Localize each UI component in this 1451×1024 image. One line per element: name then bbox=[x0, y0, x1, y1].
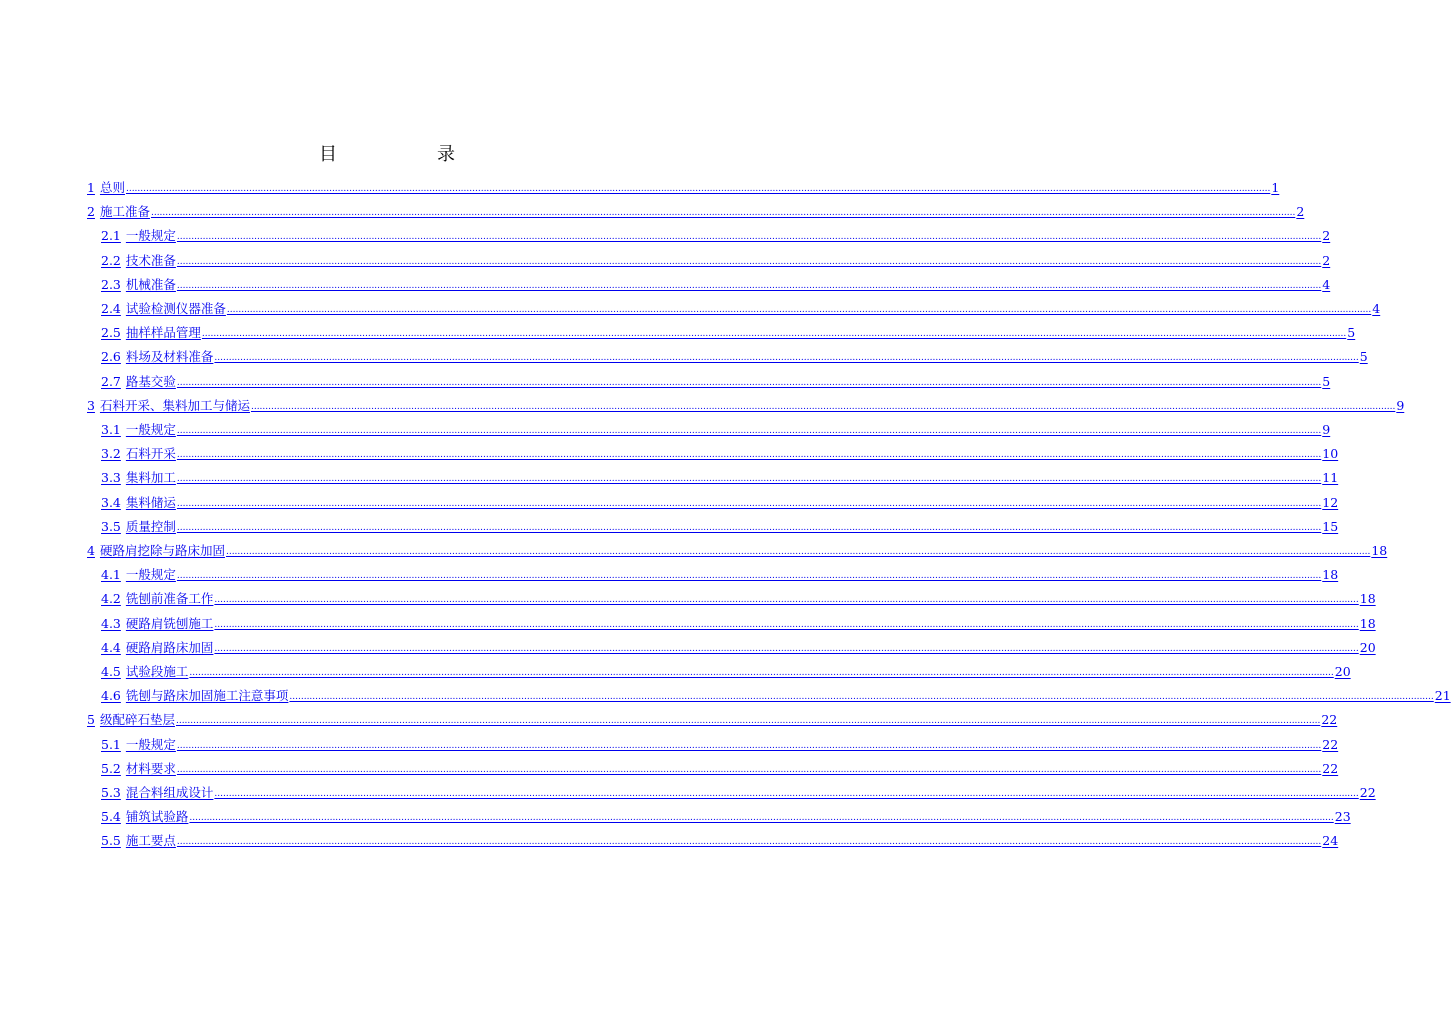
toc-entry-number: 4.3 bbox=[101, 615, 121, 631]
toc-entry-page-number: 9 bbox=[1396, 397, 1405, 413]
toc-entry-page-number: 22 bbox=[1322, 760, 1339, 776]
toc-entry-2-6[interactable] bbox=[101, 347, 1368, 367]
toc-entry-label: 抽样样品管理 bbox=[125, 325, 201, 341]
toc-entry-page-number: 18 bbox=[1322, 567, 1339, 583]
toc-entry-label: 铣刨与路床加固施工注意事项 bbox=[125, 688, 289, 704]
toc-entry-number: 5.5 bbox=[101, 833, 121, 849]
toc-entry-3-1[interactable] bbox=[101, 420, 1331, 440]
toc-entry-page-number: 20 bbox=[1359, 639, 1376, 655]
toc-entry-number: 3.4 bbox=[101, 494, 121, 510]
toc-entry-number: 4.2 bbox=[101, 591, 121, 607]
toc-entry-page-number: 2 bbox=[1322, 252, 1331, 268]
toc-dot-leader: ................................................................................................................................................................................................................................................................................................................................................................................................................ bbox=[226, 305, 1372, 315]
toc-dot-leader: ................................................................................................................................................................................................................................................................................................................................................................................................................ bbox=[175, 716, 1321, 727]
toc-entry-page-number: 18 bbox=[1359, 591, 1376, 607]
toc-entry-label: 一般规定 bbox=[125, 228, 176, 244]
toc-dot-leader: ................................................................................................................................................................................................................................................................................................................................................................................................................ bbox=[225, 547, 1371, 557]
toc-entry-1[interactable] bbox=[87, 178, 1280, 198]
toc-entry-4-6[interactable] bbox=[101, 686, 1451, 706]
toc-entry-4-2[interactable] bbox=[101, 589, 1376, 609]
toc-entry-5-4[interactable] bbox=[101, 807, 1351, 827]
toc-entry-page-number: 20 bbox=[1334, 664, 1351, 679]
toc-entry-page-number: 11 bbox=[1322, 470, 1339, 486]
toc-dot-leader: ................................................................................................................................................................................................................................................................................................................................................................................................................ bbox=[176, 740, 1322, 751]
toc-entry-5-2[interactable] bbox=[101, 759, 1339, 779]
toc-dot-leader: ................................................................................................................................................................................................................................................................................................................................................................................................................ bbox=[176, 474, 1322, 485]
toc-entry-label: 集料储运 bbox=[125, 494, 176, 510]
toc-entry-label: 一般规定 bbox=[125, 567, 176, 583]
toc-entry-page-number: 1 bbox=[1271, 180, 1280, 195]
toc-entry-label: 硬路肩铣刨施工 bbox=[125, 615, 214, 631]
toc-entry-page-number: 5 bbox=[1347, 325, 1356, 341]
toc-dot-leader: ................................................................................................................................................................................................................................................................................................................................................................................................................ bbox=[150, 208, 1296, 219]
title-part-2: 录 bbox=[437, 144, 455, 165]
toc-entry-label: 路基交验 bbox=[125, 373, 176, 389]
toc-entry-page-number: 22 bbox=[1322, 736, 1339, 752]
toc-entry-page-number: 21 bbox=[1434, 688, 1451, 704]
toc-entry-number: 4 bbox=[87, 543, 95, 558]
toc-entry-number: 3.2 bbox=[101, 446, 121, 462]
toc-entry-page-number: 10 bbox=[1322, 446, 1339, 462]
toc-dot-leader: ................................................................................................................................................................................................................................................................................................................................................................................................................ bbox=[176, 232, 1322, 243]
toc-entry-2-1[interactable] bbox=[101, 226, 1331, 246]
toc-dot-leader: ................................................................................................................................................................................................................................................................................................................................................................................................................ bbox=[176, 426, 1322, 436]
toc-entry-number: 2.5 bbox=[101, 325, 121, 341]
toc-entry-label: 混合料组成设计 bbox=[125, 785, 214, 800]
toc-entry-3-2[interactable] bbox=[101, 444, 1339, 464]
toc-entry-number: 5.1 bbox=[101, 736, 121, 752]
toc-entry-number: 5 bbox=[87, 712, 95, 728]
toc-entry-page-number: 4 bbox=[1372, 301, 1381, 316]
toc-entry-number: 2.7 bbox=[101, 373, 121, 389]
toc-entry-page-number: 9 bbox=[1322, 422, 1331, 437]
toc-dot-leader: ................................................................................................................................................................................................................................................................................................................................................................................................................ bbox=[214, 353, 1359, 364]
toc-entry-2-5[interactable] bbox=[101, 323, 1356, 343]
toc-entry-page-number: 5 bbox=[1359, 349, 1368, 365]
toc-entry-4-5[interactable] bbox=[101, 662, 1351, 682]
toc-entry-label: 材料要求 bbox=[125, 760, 176, 776]
toc-entry-2-4[interactable] bbox=[101, 299, 1381, 319]
toc-entry-label: 石料开采、集料加工与储运 bbox=[99, 397, 250, 413]
toc-entry-number: 4.5 bbox=[101, 664, 121, 679]
toc-entry-2-7[interactable] bbox=[101, 372, 1331, 392]
toc-entry-page-number: 23 bbox=[1334, 809, 1351, 825]
toc-entry-5-1[interactable] bbox=[101, 735, 1339, 755]
toc-entry-page-number: 18 bbox=[1359, 615, 1376, 631]
toc-entry-page-number: 15 bbox=[1322, 518, 1339, 534]
toc-entry-number: 5.2 bbox=[101, 760, 121, 776]
toc-entry-number: 2.6 bbox=[101, 349, 121, 365]
toc-entry-number: 2.2 bbox=[101, 252, 121, 268]
toc-dot-leader: ................................................................................................................................................................................................................................................................................................................................................................................................................ bbox=[214, 643, 1359, 654]
title-part-1: 目 bbox=[319, 144, 337, 165]
toc-entry-page-number: 22 bbox=[1359, 785, 1376, 800]
toc-entry-number: 4.1 bbox=[101, 567, 121, 583]
toc-entry-2-3[interactable] bbox=[101, 275, 1331, 295]
toc-entry-label: 试验检测仪器准备 bbox=[125, 301, 226, 316]
toc-entry-number: 1 bbox=[87, 180, 95, 195]
toc-entry-number: 2 bbox=[87, 204, 95, 220]
toc-entry-label: 料场及材料准备 bbox=[125, 349, 214, 365]
toc-dot-leader: ................................................................................................................................................................................................................................................................................................................................................................................................................ bbox=[176, 571, 1322, 582]
toc-entry-number: 4.4 bbox=[101, 639, 121, 655]
toc-entry-5-3[interactable] bbox=[101, 783, 1376, 803]
toc-dot-leader: ................................................................................................................................................................................................................................................................................................................................................................................................................ bbox=[201, 329, 1347, 340]
toc-entry-number: 5.4 bbox=[101, 809, 121, 825]
toc-entry-2-2[interactable] bbox=[101, 251, 1331, 271]
toc-entry-label: 质量控制 bbox=[125, 518, 176, 534]
toc-dot-leader: ................................................................................................................................................................................................................................................................................................................................................................................................................ bbox=[176, 764, 1322, 775]
toc-entry-label: 技术准备 bbox=[125, 252, 176, 268]
toc-dot-leader: ................................................................................................................................................................................................................................................................................................................................................................................................................ bbox=[176, 837, 1322, 848]
toc-entry-3-4[interactable] bbox=[101, 493, 1339, 513]
toc-dot-leader: ................................................................................................................................................................................................................................................................................................................................................................................................................ bbox=[189, 668, 1334, 678]
toc-entry-page-number: 5 bbox=[1322, 373, 1331, 389]
toc-entry-label: 级配碎石垫层 bbox=[99, 712, 175, 728]
toc-dot-leader: ................................................................................................................................................................................................................................................................................................................................................................................................................ bbox=[176, 450, 1322, 461]
toc-dot-leader: ................................................................................................................................................................................................................................................................................................................................................................................................................ bbox=[250, 401, 1396, 412]
toc-dot-leader: ................................................................................................................................................................................................................................................................................................................................................................................................................ bbox=[214, 595, 1359, 606]
toc-entry-number: 3.5 bbox=[101, 518, 121, 534]
toc-entry-3[interactable] bbox=[87, 396, 1405, 416]
page-title bbox=[0, 140, 724, 168]
toc-entry-label: 集料加工 bbox=[125, 470, 176, 486]
toc-dot-leader: ................................................................................................................................................................................................................................................................................................................................................................................................................ bbox=[125, 184, 1271, 194]
toc-entry-5[interactable] bbox=[87, 710, 1338, 730]
toc-entry-4-4[interactable] bbox=[101, 638, 1376, 658]
toc-entry-number: 2.3 bbox=[101, 276, 121, 292]
toc-entry-label: 机械准备 bbox=[125, 276, 176, 292]
toc-dot-leader: ................................................................................................................................................................................................................................................................................................................................................................................................................ bbox=[214, 789, 1359, 799]
toc-entry-label: 一般规定 bbox=[125, 736, 176, 752]
toc-entry-label: 硬路肩挖除与路床加固 bbox=[99, 543, 225, 558]
toc-dot-leader: ................................................................................................................................................................................................................................................................................................................................................................................................................ bbox=[176, 280, 1322, 291]
toc-entry-5-5[interactable] bbox=[101, 831, 1339, 851]
toc-entry-page-number: 24 bbox=[1322, 833, 1339, 849]
toc-dot-leader: ................................................................................................................................................................................................................................................................................................................................................................................................................ bbox=[189, 813, 1334, 824]
toc-entry-label: 试验段施工 bbox=[125, 664, 189, 679]
toc-entry-label: 硬路肩路床加固 bbox=[125, 639, 214, 655]
toc-entry-label: 石料开采 bbox=[125, 446, 176, 462]
toc-entry-label: 施工要点 bbox=[125, 833, 176, 849]
toc-entry-2[interactable] bbox=[87, 202, 1305, 222]
toc-dot-leader: ................................................................................................................................................................................................................................................................................................................................................................................................................ bbox=[176, 256, 1322, 267]
toc-entry-number: 5.3 bbox=[101, 785, 121, 800]
toc-dot-leader: ................................................................................................................................................................................................................................................................................................................................................................................................................ bbox=[176, 522, 1322, 533]
toc-entry-page-number: 12 bbox=[1322, 494, 1339, 510]
toc-entry-4[interactable] bbox=[87, 541, 1388, 561]
toc-entry-4-1[interactable] bbox=[101, 565, 1339, 585]
toc-entry-number: 2.1 bbox=[101, 228, 121, 244]
toc-entry-number: 2.4 bbox=[101, 301, 121, 316]
toc-entry-3-3[interactable] bbox=[101, 468, 1339, 488]
toc-dot-leader: ................................................................................................................................................................................................................................................................................................................................................................................................................ bbox=[214, 619, 1359, 630]
toc-entry-page-number: 2 bbox=[1322, 228, 1331, 244]
toc-entry-page-number: 4 bbox=[1322, 276, 1331, 292]
toc-dot-leader: ................................................................................................................................................................................................................................................................................................................................................................................................................ bbox=[289, 692, 1434, 703]
toc-dot-leader: ................................................................................................................................................................................................................................................................................................................................................................................................................ bbox=[176, 498, 1322, 509]
toc-entry-label: 铣刨前准备工作 bbox=[125, 591, 214, 607]
toc-entry-number: 4.6 bbox=[101, 688, 121, 704]
toc-entry-4-3[interactable] bbox=[101, 614, 1376, 634]
toc-entry-number: 3.3 bbox=[101, 470, 121, 486]
toc-entry-page-number: 18 bbox=[1371, 543, 1388, 558]
toc-entry-number: 3 bbox=[87, 397, 95, 413]
toc-entry-label: 一般规定 bbox=[125, 422, 176, 437]
toc-entry-3-5[interactable] bbox=[101, 517, 1339, 537]
toc-entry-page-number: 22 bbox=[1321, 712, 1338, 728]
toc-entry-label: 施工准备 bbox=[99, 204, 150, 220]
toc-entry-page-number: 2 bbox=[1296, 204, 1305, 220]
toc-dot-leader: ................................................................................................................................................................................................................................................................................................................................................................................................................ bbox=[176, 377, 1322, 388]
toc-entry-number: 3.1 bbox=[101, 422, 121, 437]
toc-entry-label: 总则 bbox=[99, 180, 125, 195]
toc-entry-label: 铺筑试验路 bbox=[125, 809, 189, 825]
